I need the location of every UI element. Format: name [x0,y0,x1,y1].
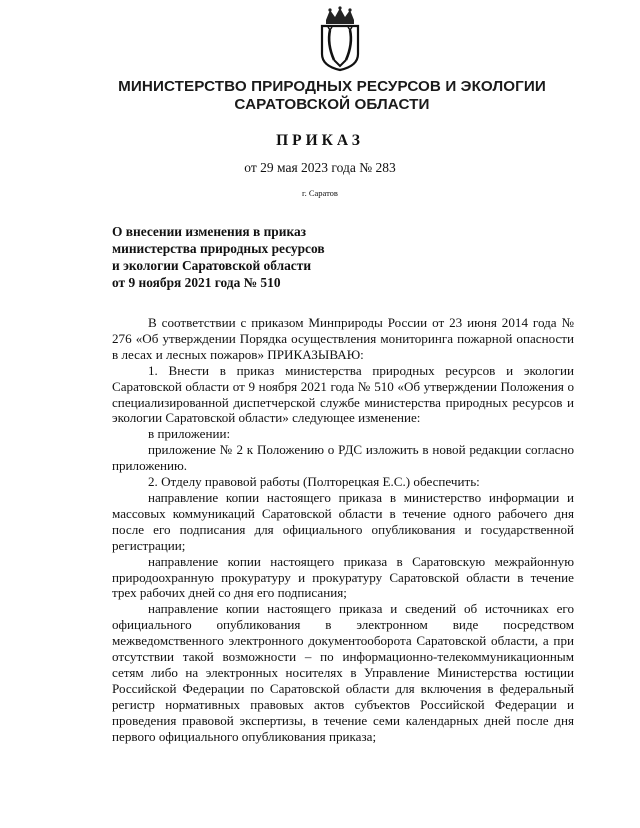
city-label: г. Саратов [302,188,338,198]
subject-line: министерства природных ресурсов [112,241,325,256]
body-paragraph: направление копии настоящего приказа в министерство информации и массовых коммуникаций Саратовской области в течение одного рабочего дня после его подписания для официального опубликования и государственной регистрации; [112,489,574,553]
document-body [112,315,574,744]
order-date-number: от 29 мая 2023 года № 283 [244,160,396,175]
document-title: ПРИКАЗ [276,132,364,149]
subject-line: О внесении изменения в приказ [112,224,307,239]
ministry-name-line2: САРАТОВСКОЙ ОБЛАСТИ [234,96,430,113]
body-paragraph: направление копии настоящего приказа и сведений об источниках его официального опубликования в электронном виде посредством межведомственного электронного документооборота Саратовской области, а при отсутствии такой возможности – по информационно-телекоммуникационным сетям либо на электронных носителях в Управление Министерства юстиции Российской Федерации по Саратовской области для включения в федеральный регистр нормативных правовых актов субъектов Российской Федерации и проведения правовой экспертизы, в течение семи календарных дней после дня первого официального опубликования приказа; [112,601,574,744]
saratov-coat-of-arms-icon [318,6,362,72]
body-paragraph: приложение № 2 к Положению о РДС изложить в новой редакции согласно приложению. [112,442,574,474]
body-paragraph: В соответствии с приказом Минприроды России от 23 июня 2014 года № 276 «Об утверждении Порядка осуществления мониторинга пожарной опасности в лесах и лесных пожаров» ПРИКАЗЫВАЮ: [112,315,574,362]
ministry-name-line1: МИНИСТЕРСТВО ПРИРОДНЫХ РЕСУРСОВ И ЭКОЛОГИИ [118,78,546,95]
subject-line: и экологии Саратовской области [112,258,312,273]
body-paragraph: направление копии настоящего приказа в Саратовскую межрайонную природоохранную прокуратуру и прокуратуру Саратовской области в течение трех рабочих дней со дня его подписания; [112,553,574,601]
body-paragraph: 2. Отделу правовой работы (Полторецкая Е.С.) обеспечить: [148,474,480,490]
subject-line: от 9 ноября 2021 года № 510 [112,275,281,290]
order-subject [112,223,392,291]
body-paragraph: 1. Внести в приказ министерства природных ресурсов и экологии Саратовской области от 9 ноября 2021 года № 510 «Об утверждении Положения о специализированной диспетчерской службе министерства природных ресурсов и экологии Саратовской области» следующее изменение: [112,362,574,426]
body-paragraph: в приложении: [148,426,231,442]
